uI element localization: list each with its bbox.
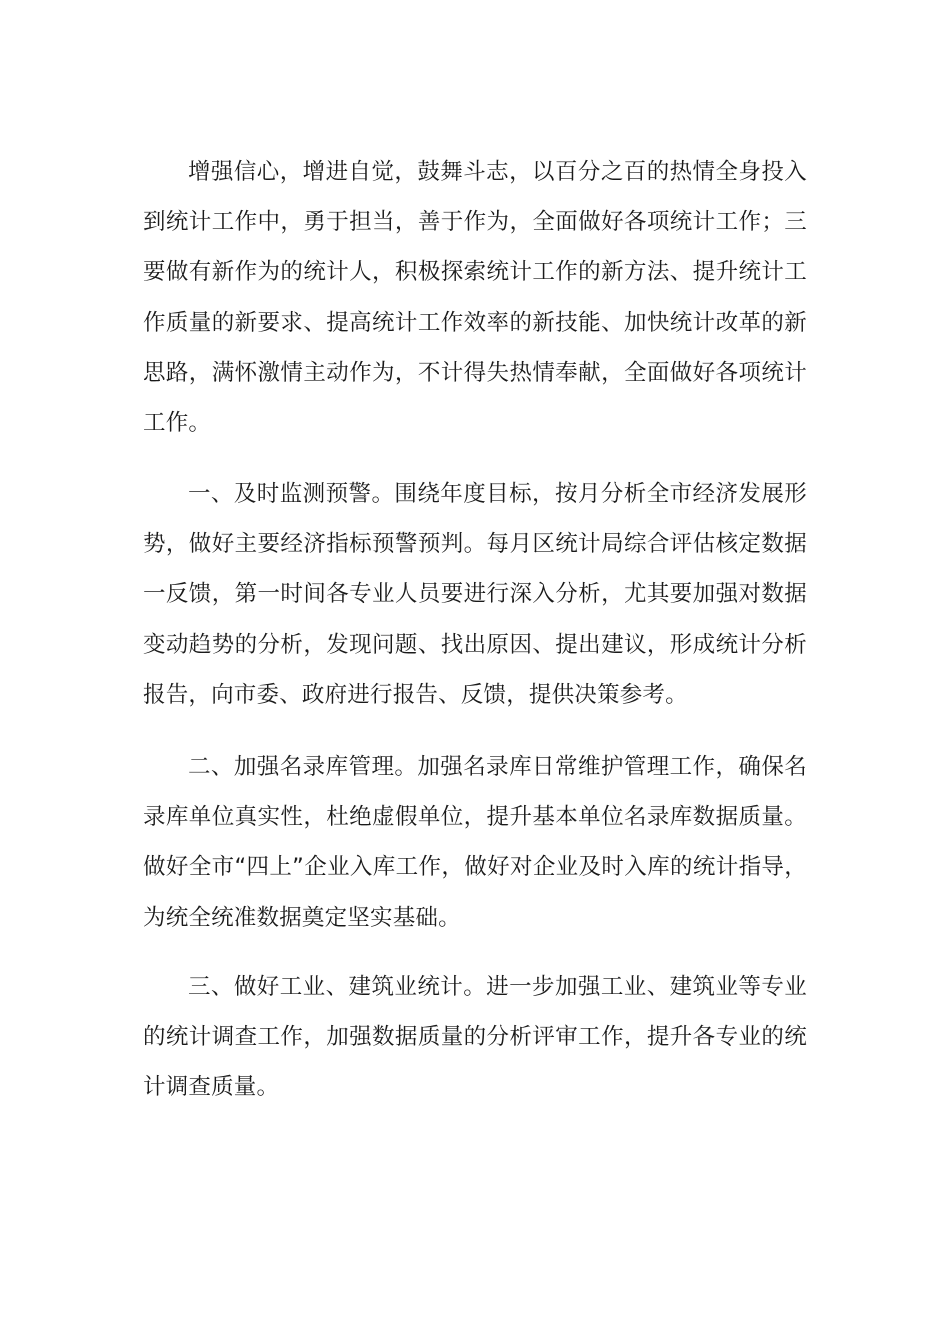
- paragraph-confidence: 增强信心，增进自觉，鼓舞斗志，以百分之百的热情全身投入到统计工作中，勇于担当，善于作为，全面做好各项统计工作；三要做有新作为的统计人，积极探索统计工作的新方法、提升统计工作质量的新要求、提高统计工作效率的新技能、加快统计改革的新思路，满怀激情主动作为，不计得失热情奉献，全面做好各项统计工作。: [143, 159, 807, 437]
- paragraph-directory-management: 二、加强名录库管理。加强名录库日常维护管理工作，确保名录库单位真实性，杜绝虚假单位，提升基本单位名录库数据质量。做好全市“四上”企业入库工作，做好对企业及时入库的统计指导，为统全统准数据奠定坚实基础。: [143, 754, 807, 931]
- paragraph-monitoring-warning: 一、及时监测预警。围绕年度目标，按月分析全市经济发展形势，做好主要经济指标预警预判。每月区统计局综合评估核定数据一反馈，第一时间各专业人员要进行深入分析，尤其要加强对数据变动趋势的分析，发现问题、找出原因、提出建议，形成统计分析报告，向市委、政府进行报告、反馈，提供决策参考。: [143, 481, 807, 708]
- paragraph-industry-statistics: 三、做好工业、建筑业统计。进一步加强工业、建筑业等专业的统计调查工作，加强数据质量的分析评审工作，提升各专业的统计调查质量。: [143, 974, 807, 1101]
